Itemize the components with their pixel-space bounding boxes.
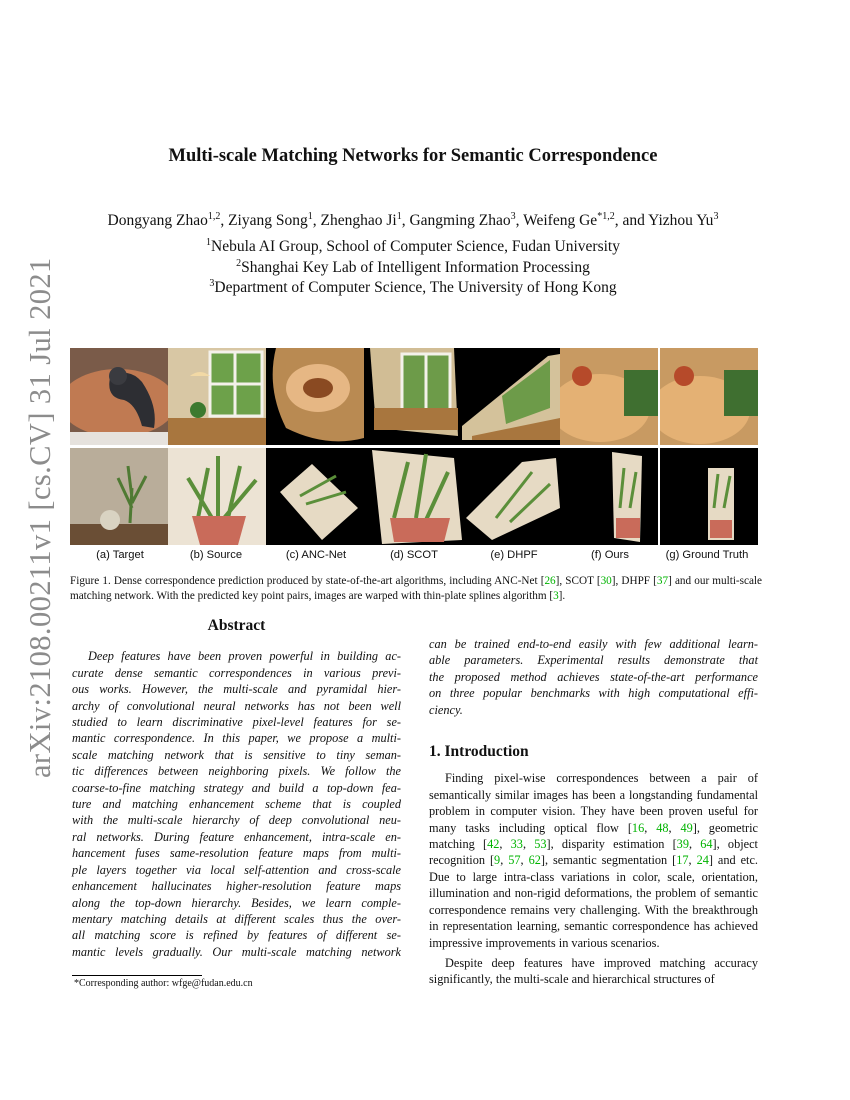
- target-image-plant: [70, 448, 168, 545]
- text-line: ple layers together via local self-attention and cross-scale: [72, 862, 401, 877]
- right-column: [429, 636, 758, 988]
- left-column: [72, 618, 401, 960]
- ours-result-kitchen: [560, 348, 658, 445]
- author-affiliation-mark: 3: [510, 211, 516, 222]
- author-affiliation-mark: *1,2: [597, 211, 615, 222]
- citation-link[interactable]: 17: [676, 853, 689, 868]
- scot-result-kitchen: [364, 348, 462, 445]
- text-line: mantic levels gradually. Our multi-scale matching network: [72, 944, 401, 959]
- target-image-cat: [70, 348, 168, 445]
- figure-label-ours: (f) Ours: [591, 549, 629, 561]
- text-line: hancement fuses same-resolution feature maps from multi-: [72, 846, 401, 861]
- figure-1-caption: Figure 1. Dense correspondence prediction produced by state-of-the-art algorithms, including ANC-Net [26], SCOT [30], DHPF [37] and our multi-scale matching network. With the predicted key point pairs, images are warped with thin-plate splines algorithm [3].: [70, 575, 763, 602]
- text-line: scale matching network that is sensitive to tiny seman-: [72, 747, 401, 762]
- author-affiliation-mark: 1: [396, 211, 402, 222]
- text-line: studied to learn discriminative pixel-level features for se-: [72, 715, 401, 730]
- figure-label-source: (b) Source: [189, 549, 243, 561]
- author-affiliation-mark: 1: [307, 211, 313, 222]
- citation-link[interactable]: 57: [508, 853, 521, 868]
- citation-link[interactable]: 64: [700, 837, 713, 852]
- text-line: ous works. However, the multi-scale and pyramidal hier-: [72, 682, 401, 697]
- dhpf-result-kitchen: [462, 348, 560, 445]
- text-line: enhancement hallucinates higher-resolution feature maps: [72, 879, 401, 894]
- text-line: all matching score is refined by features of different se-: [72, 928, 401, 943]
- author-name: Weifeng Ge: [523, 212, 598, 229]
- citation-link[interactable]: 26: [544, 575, 556, 587]
- figure-label-anc-net: (c) ANC-Net: [285, 549, 347, 561]
- text-line: mantic correspondence. In this paper, we propose a multi-: [72, 731, 401, 746]
- footnote: *Corresponding author: wfge@fudan.edu.cn: [74, 978, 253, 989]
- figure-label-ground-truth: (g) Ground Truth: [665, 549, 749, 561]
- ground-truth-kitchen: [660, 348, 758, 445]
- text-line: tic differences between neighboring pixels. We follow the: [72, 764, 401, 779]
- citation-link[interactable]: 16: [631, 820, 645, 835]
- citation-link[interactable]: 53: [534, 837, 547, 852]
- ours-result-plant: [560, 448, 658, 545]
- anc-net-result-plant: [266, 448, 364, 545]
- author-name: Dongyang Zhao: [107, 212, 208, 229]
- source-image-kitchen: [168, 348, 266, 445]
- citation-link[interactable]: 39: [676, 837, 689, 852]
- abstract-text-continued: [429, 636, 758, 718]
- text-line: archy of convolutional neural networks has not been well: [72, 698, 401, 713]
- text-line: able parameters. Experimental results demonstrate that: [429, 653, 758, 668]
- text-line: with the multi-scale hierarchy of deep convolutional neu-: [72, 813, 401, 828]
- abstract-heading: Abstract: [207, 617, 266, 634]
- introduction-paragraph-1: Finding pixel-wise correspondences between a pair of semantically similar images has been a longstanding fundamental problem in computer vision. They have been proven useful for many tasks including optical flow [16, 48, 49], geometric matching [42, 33, 53], disparity estimation [39, 64], object recognition [9, 57, 62], semantic segmentation [17, 24] and etc. Due to large intra-class variations in color, scale, orientation, illumination and non-rigid deformations, the problem of semantic correspondence remains very challenging. With the breakthrough in representation learning, semantic correspondence has achieved impressive improvements in various scenarios.: [429, 771, 759, 950]
- citation-link[interactable]: 48: [656, 820, 669, 835]
- author-name: Gangming Zhao: [409, 212, 511, 229]
- text-line: along the top-down hierarchy. Besides, we learn comple-: [72, 895, 401, 910]
- text-line: curate dense semantic correspondences in various previ-: [72, 665, 401, 680]
- text-line: can be trained end-to-end easily with few additional learn-: [429, 637, 758, 651]
- text-line: the proposed method achieves state-of-the-art performance: [429, 669, 758, 684]
- author-name: Yizhou Yu: [648, 212, 714, 229]
- abstract-text: [72, 648, 401, 960]
- footnote-rule: [72, 975, 202, 976]
- author-name: Ziyang Song: [228, 212, 308, 229]
- citation-link[interactable]: 24: [696, 853, 709, 868]
- author-affiliation-mark: 1,2: [207, 211, 221, 222]
- figure-label-target: (a) Target: [96, 549, 144, 561]
- dhpf-result-plant: [462, 448, 560, 545]
- citation-link[interactable]: 42: [487, 837, 500, 852]
- source-image-plant: [168, 448, 266, 545]
- introduction-heading: 1. Introduction: [429, 743, 529, 761]
- anc-net-result-kitchen: [266, 348, 364, 445]
- affiliation-1: $^1$Nebula AI Group, School of Computer Science, Fudan University: [206, 237, 620, 255]
- affiliation-3: $^3$Department of Computer Science, The University of Hong Kong: [209, 278, 617, 296]
- ground-truth-plant: [660, 448, 758, 545]
- text-line: ral networks. During feature enhancement, intra-scale en-: [72, 829, 401, 844]
- figure-label-scot: (d) SCOT: [390, 549, 438, 561]
- figure-label-dhpf: (e) DHPF: [490, 549, 538, 561]
- citation-link[interactable]: 62: [528, 853, 541, 868]
- author-list: Dongyang Zhao$^{1,2}$, Ziyang Song$^1$, Zhenghao Ji$^1$, Gangming Zhao$^3$, Weifeng Ge$^{*1,2}$, and Yizhou Yu$^3$: [107, 211, 719, 229]
- arxiv-identifier: [0, 257, 68, 800]
- figure-1-grid: [70, 348, 758, 546]
- citation-link[interactable]: 30: [600, 575, 612, 587]
- text-line: on three popular benchmarks with high computational effi-: [429, 686, 758, 701]
- text-line: ture and matching enhancement scheme that is coupled: [72, 797, 401, 812]
- citation-link[interactable]: 9: [494, 853, 501, 868]
- introduction-paragraph-2: Despite deep features have improved matching accuracy significantly, the multi-scale and hierarchical structures of: [429, 955, 758, 987]
- citation-link[interactable]: 33: [510, 837, 523, 852]
- text-line: Deep features have been proven powerful in building ac-: [88, 649, 401, 664]
- author-name: Zhenghao Ji: [320, 212, 397, 229]
- affiliation-2: $^2$Shanghai Key Lab of Intelligent Information Processing: [236, 258, 590, 276]
- author-affiliation-mark: 3: [713, 211, 719, 222]
- citation-link[interactable]: 49: [680, 820, 693, 835]
- arxiv-id-text: arXiv:2108.00211v1 [cs.CV] 31 Jul 2021: [23, 257, 57, 778]
- text-line: ciency.: [429, 702, 463, 717]
- text-line: coarse-to-fine matching strategy and build a top-down fea-: [72, 780, 401, 795]
- citation-link[interactable]: 3: [553, 590, 559, 602]
- scot-result-plant: [364, 448, 462, 545]
- citation-link[interactable]: 37: [656, 575, 669, 587]
- paper-title: Multi-scale Matching Networks for Semantic Correspondence: [168, 146, 658, 166]
- text-line: mentary matching details at different scales thus the over-: [72, 911, 401, 926]
